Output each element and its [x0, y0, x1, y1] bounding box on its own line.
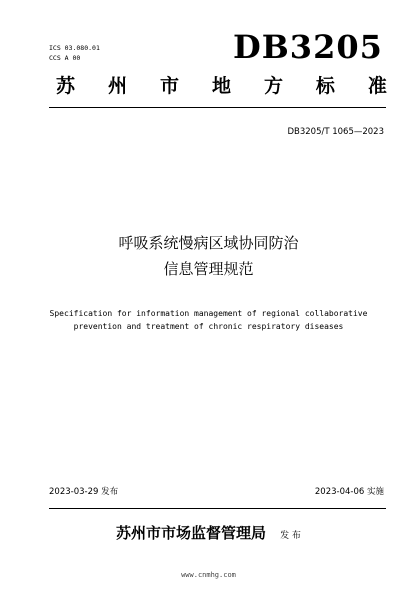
standard-type-char: 市	[159, 75, 179, 97]
standard-type-char: 标	[315, 75, 335, 97]
issue-date: 2023-03-29 发布	[49, 487, 119, 497]
english-title-line-2: prevention and treatment of chronic respiratory diseases	[73, 322, 344, 331]
standard-type-title	[56, 74, 387, 98]
english-title	[0, 307, 417, 333]
standard-code: DB3205	[233, 28, 383, 66]
implementation-date: 2023-04-06 实施	[314, 487, 384, 497]
watermark-url: www.cnmhg.com	[181, 571, 236, 579]
standard-number: DB3205/T 1065—2023	[287, 127, 384, 137]
english-title-line-1: Specification for information management of regional collaborative	[49, 309, 368, 318]
standard-type-char: 地	[211, 75, 231, 97]
issuer-block	[0, 523, 417, 543]
classification-codes	[49, 43, 100, 63]
standard-type-char: 州	[107, 75, 127, 97]
ccs-code: CCS A 00	[49, 54, 81, 62]
chinese-title-line-2: 信息管理规范	[163, 260, 254, 278]
standard-type-char: 苏	[56, 75, 76, 97]
chinese-title-line-1: 呼吸系统慢病区域协同防治	[118, 234, 299, 252]
top-divider	[49, 107, 386, 108]
bottom-divider	[49, 508, 386, 509]
issuer-name: 苏州市市场监督管理局	[116, 524, 267, 542]
standard-type-char: 准	[367, 75, 387, 97]
chinese-title	[0, 230, 417, 282]
ics-code: ICS 03.080.01	[49, 44, 100, 52]
issuer-action: 发 布	[280, 531, 301, 541]
standard-type-char: 方	[263, 75, 283, 97]
